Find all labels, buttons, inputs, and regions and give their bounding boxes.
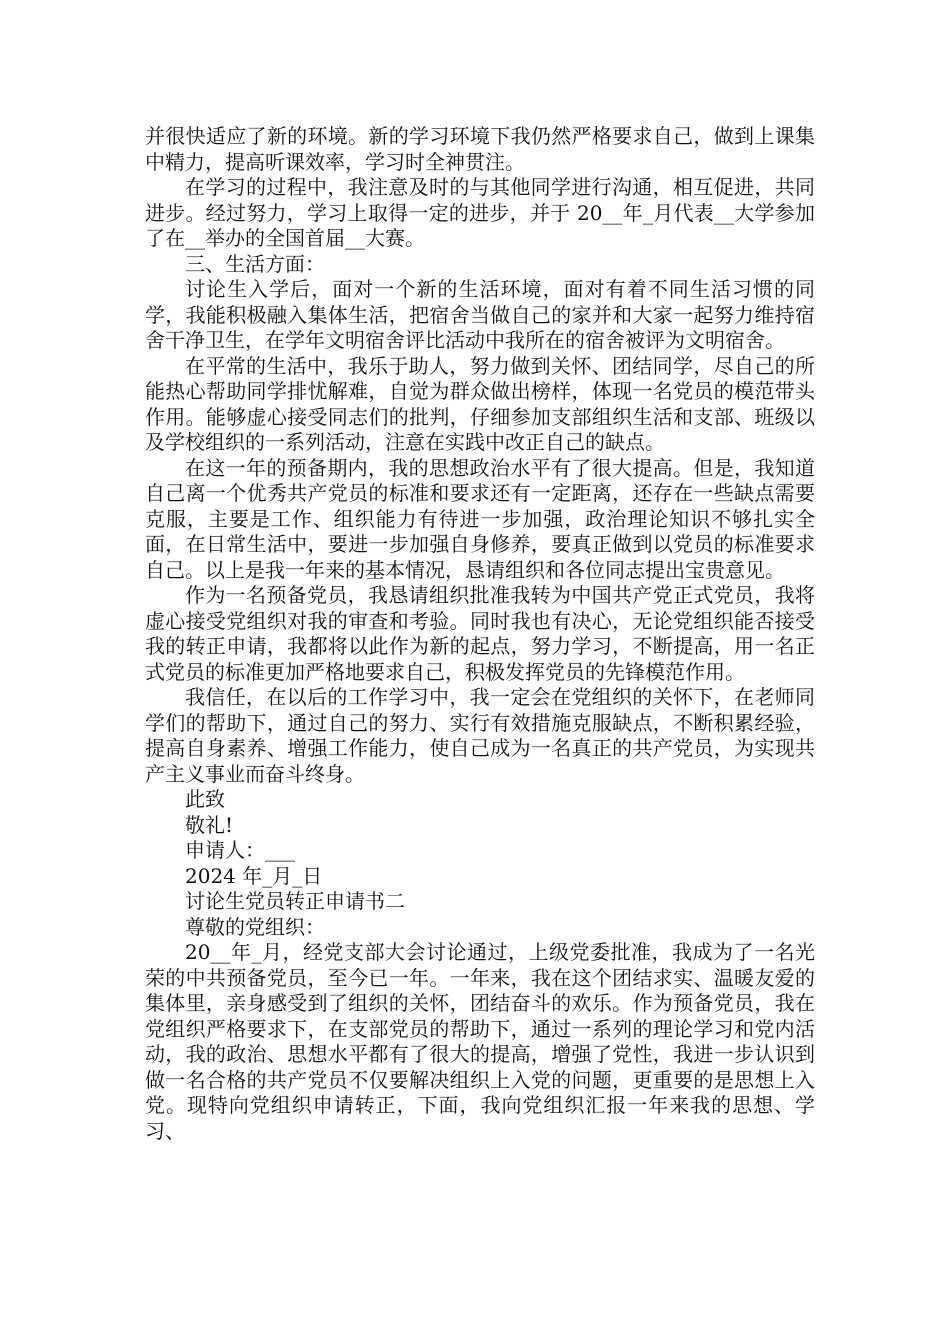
second-letter-title: 讨论生党员转正申请书二 [185, 889, 405, 913]
paragraph-2: 在学习的过程中，我注意及时的与其他同学进行沟通，相互促进，共同进步。经过努力，学习上取得一定的进步，并于 20__年_月代表__大学参加了在__举办的全国首届__大赛。 [145, 175, 815, 250]
paragraph-6: 作为一名预备党员，我恳请组织批准我转为中国共产党正式党员，我将虚心接受党组织对我的审查和考验。同时我也有决心，无论党组织能否接受我的转正申请，我都将以此作为新的起点，努力学习，不断提高，用一名正式党员的标准更加严格地要求自己，积极发挥党员的先锋模范作用。 [145, 583, 815, 684]
paragraph-1: 并很快适应了新的环境。新的学习环境下我仍然严格要求自己，做到上课集中精力，提高听课效率，学习时全神贯注。 [145, 124, 815, 174]
closing-salute-2: 敬礼! [185, 812, 234, 837]
greeting-line: 尊敬的党组织： [185, 914, 325, 939]
date-line: 2024 年_月_日 [185, 863, 323, 888]
closing-salute-1: 此致 [185, 787, 225, 811]
applicant-line: 申请人：___ [185, 838, 295, 862]
paragraph-3: 讨论生入学后，面对一个新的生活环境，面对有着不同生活习惯的同学，我能积极融入集体生活，把宿舍当做自己的家并和大家一起努力维持宿舍干净卫生，在学年文明宿舍评比活动中我所在的宿舍被评为文明宿舍。 [145, 277, 815, 352]
paragraph-8: 20__年_月，经党支部大会讨论通过，上级党委批准，我成为了一名光荣的中共预备党员，至今已一年。一年来，我在这个团结求实、温暖友爱的集体里，亲身感受到了组织的关怀，团结奋斗的欢乐。作为预备党员，我在党组织严格要求下，在支部党员的帮助下，通过一系列的理论学习和党内活动，我的政治、思想水平都有了很大的提高，增强了党性，我进一步认识到做一名合格的共产党员不仅要解决组织上入党的问题，更重要的是思想上入党。现特向党组织申请转正，下面，我向党组织汇报一年来我的思想、学习、 [145, 940, 815, 1143]
document-body [145, 124, 815, 1144]
paragraph-7: 我信任，在以后的工作学习中，我一定会在党组织的关怀下，在老师同学们的帮助下，通过自己的努力、实行有效措施克服缺点，不断积累经验，提高自身素养、增强工作能力，使自己成为一名真正的共产党员，为实现共产主义事业而奋斗终身。 [145, 685, 815, 786]
section-heading-life: 三、生活方面： [185, 251, 325, 276]
paragraph-5: 在这一年的预备期内，我的思想政治水平有了很大提高。但是，我知道自己离一个优秀共产党员的标准和要求还有一定距离，还存在一些缺点需要克服，主要是工作、组织能力有待进一步加强，政治理论知识不够扎实全面，在日常生活中，要进一步加强自身修养，要真正做到以党员的标准要求自己。以上是我一年来的基本情况，恳请组织和各位同志提出宝贵意见。 [145, 455, 815, 582]
paragraph-4: 在平常的生活中，我乐于助人，努力做到关怀、团结同学，尽自己的所能热心帮助同学排忧解难，自觉为群众做出榜样，体现一名党员的模范带头作用。能够虚心接受同志们的批判，仔细参加支部组织生活和支部、班级以及学校组织的一系列活动，注意在实践中改正自己的缺点。 [145, 353, 815, 454]
